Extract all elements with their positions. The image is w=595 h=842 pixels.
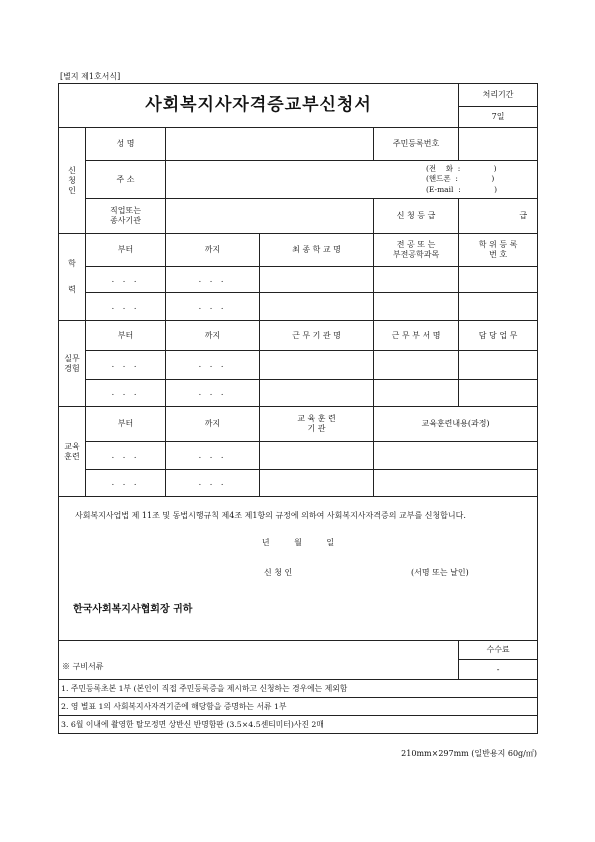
document-item-2: 2. 영 별표 1의 사회복지사자격기준에 해당함을 증명하는 서류 1부: [59, 698, 538, 716]
edu-row1-school[interactable]: [260, 267, 374, 293]
signature-line: [59, 568, 537, 582]
form-number-label: [별지 제1호서식]: [60, 72, 121, 81]
edu-row2-major[interactable]: [374, 293, 459, 321]
fee-value: -: [459, 660, 538, 680]
exp-row2-org[interactable]: [260, 380, 374, 407]
edu-row2-school[interactable]: [260, 293, 374, 321]
trn-row1-from[interactable]: . . .: [86, 442, 166, 470]
document-item-1: 1. 주민등록초본 1부 (본인이 직접 주민등록증을 제시하고 신청하는 경우에는 제외함: [59, 680, 538, 698]
exp-row1-to[interactable]: . . .: [166, 351, 260, 380]
exp-row2-dept[interactable]: [374, 380, 459, 407]
processing-period-value: 7일: [459, 107, 538, 128]
edu-row2-from[interactable]: . . .: [86, 293, 166, 321]
document-item-3: 3. 6월 이내에 촬영한 탈모정면 상반신 반명함판 (3.5×4.5센티미터)사진 2매: [59, 716, 538, 734]
trn-row1-org[interactable]: [260, 442, 374, 470]
signature-field[interactable]: (서명 또는 날인): [411, 568, 469, 577]
edu-row1-to[interactable]: . . .: [166, 267, 260, 293]
edu-col-major: 전 공 또 는 부전공학과목: [374, 234, 459, 267]
fee-label: 수수료: [459, 641, 538, 660]
declaration-box: [59, 497, 538, 641]
rrn-field[interactable]: [459, 128, 538, 161]
workplace-field[interactable]: [166, 199, 374, 234]
trn-col-content: 교육훈련내용(과정): [374, 407, 538, 442]
applicant-section-label: 신 청 인: [59, 128, 86, 234]
edu-col-to: 까지: [166, 234, 260, 267]
exp-row2-to[interactable]: . . .: [166, 380, 260, 407]
grade-label: 신 청 등 급: [374, 199, 459, 234]
mobile-label: (핸드폰 : ): [426, 174, 495, 184]
training-section-label: 교육 훈련: [59, 407, 86, 497]
edu-row1-from[interactable]: . . .: [86, 267, 166, 293]
form-title: 사회복지사자격증교부신청서: [59, 84, 459, 128]
trn-row2-to[interactable]: . . .: [166, 470, 260, 497]
exp-row1-from[interactable]: . . .: [86, 351, 166, 380]
name-field[interactable]: [166, 128, 374, 161]
exp-row2-duty[interactable]: [459, 380, 538, 407]
trn-row1-content[interactable]: [374, 442, 538, 470]
application-form-table: [58, 83, 538, 734]
exp-col-dept: 근 무 부 서 명: [374, 321, 459, 351]
phone-label: (전 화 : ): [426, 164, 497, 174]
documents-heading: ※ 구비서류: [59, 641, 459, 680]
trn-col-org: 교 육 훈 련 기 관: [260, 407, 374, 442]
exp-col-from: 부터: [86, 321, 166, 351]
edu-col-from: 부터: [86, 234, 166, 267]
exp-row1-duty[interactable]: [459, 351, 538, 380]
experience-section-label: 실무 경험: [59, 321, 86, 407]
exp-col-org: 근 무 기 관 명: [260, 321, 374, 351]
exp-row1-org[interactable]: [260, 351, 374, 380]
name-label: 성 명: [86, 128, 166, 161]
exp-row1-dept[interactable]: [374, 351, 459, 380]
application-date-line: 년 월 일: [261, 538, 335, 547]
edu-row1-major[interactable]: [374, 267, 459, 293]
trn-col-to: 까지: [166, 407, 260, 442]
address-field[interactable]: [166, 161, 538, 199]
education-section-label: 학 력: [59, 234, 86, 321]
processing-period-label: 처리기간: [459, 84, 538, 107]
edu-col-school: 최 종 학 교 명: [260, 234, 374, 267]
grade-field[interactable]: 급: [459, 199, 538, 234]
addressee: 한국사회복지사협회장 귀하: [73, 604, 193, 615]
email-label: (E-mail : ): [426, 184, 498, 194]
exp-col-duty: 담 당 업 무: [459, 321, 538, 351]
edu-row2-to[interactable]: . . .: [166, 293, 260, 321]
trn-row1-to[interactable]: . . .: [166, 442, 260, 470]
address-label: 주 소: [86, 161, 166, 199]
workplace-label: 직업또는 종사기관: [86, 199, 166, 234]
paper-size-note: 210mm×297mm (일반용지 60g/㎡): [401, 749, 537, 758]
trn-row2-from[interactable]: . . .: [86, 470, 166, 497]
trn-row2-content[interactable]: [374, 470, 538, 497]
trn-row2-org[interactable]: [260, 470, 374, 497]
rrn-label: 주민등록번호: [374, 128, 459, 161]
exp-col-to: 까지: [166, 321, 260, 351]
edu-row2-degree[interactable]: [459, 293, 538, 321]
exp-row2-from[interactable]: . . .: [86, 380, 166, 407]
trn-col-from: 부터: [86, 407, 166, 442]
declaration-text: 사회복지사업법 제 11조 및 동법시행규칙 제4조 제1항의 규정에 의하여 사회복지사자격증의 교부를 신청합니다.: [75, 511, 466, 520]
edu-col-degree: 학 위 등 록 번 호: [459, 234, 538, 267]
applicant-label: 신 청 인: [264, 568, 293, 577]
edu-row1-degree[interactable]: [459, 267, 538, 293]
